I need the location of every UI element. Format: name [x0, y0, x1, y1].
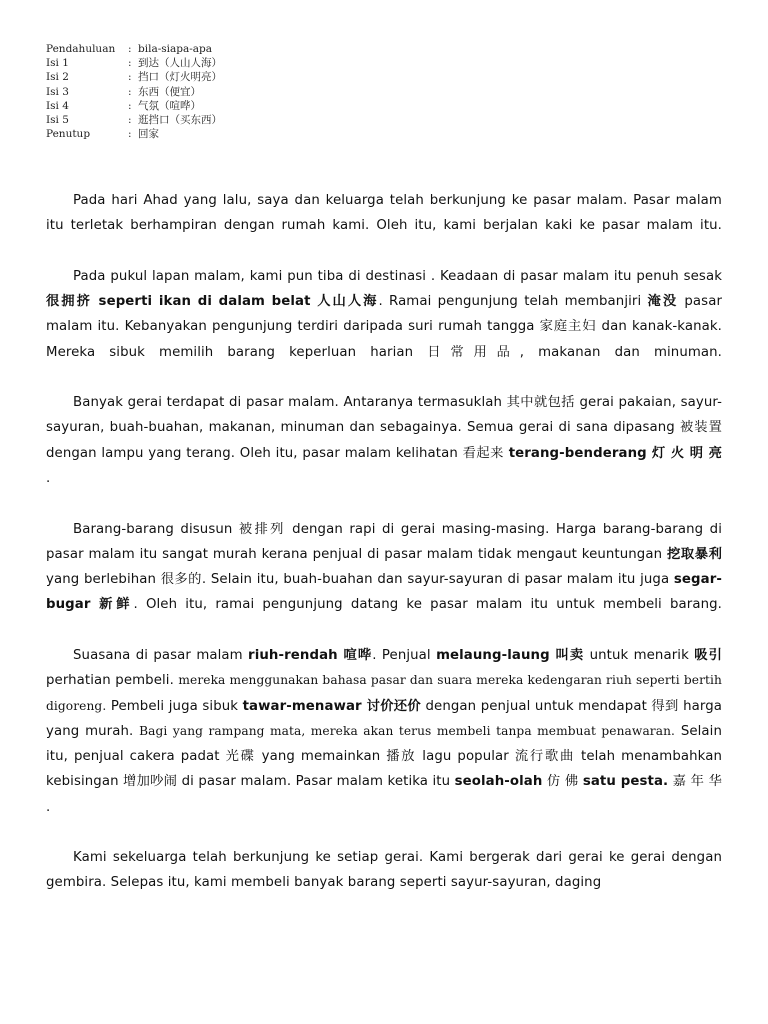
paragraph-text: Suasana di pasar malam	[73, 647, 249, 663]
essay-paragraph	[46, 845, 722, 896]
bold-phrase: tawar-menawar 讨价还价	[242, 698, 421, 714]
bold-phrase: melaung-laung 叫卖	[436, 647, 585, 663]
paragraph-text: pasar malam itu. Kebanyakan pengunjung terdiri daripada suri rumah tangga 家庭主妇 dan kanak-kanak. Mereka sibuk memilih barang keperluan harian 日常用品, makanan dan minuman.	[46, 294, 723, 360]
serif-sentence: Bagi yang rampang mata, mereka akan terus membeli tanpa membuat penawaran.	[139, 723, 676, 738]
essay-paragraph	[46, 264, 722, 365]
paragraph-text: . Oleh itu, ramai pengunjung datang ke pasar malam itu untuk membeli barang.	[133, 597, 722, 613]
paragraph-text: untuk menarik	[584, 647, 695, 663]
paragraph-text: . Ramai pengunjung telah membanjiri	[378, 294, 648, 310]
paragraph-text: Banyak gerai terdapat di pasar malam. Antaranya termasuklah 其中就包括 gerai pakaian, sayur-sayuran, buah-buahan, makanan, minuman dan sebagainya. Semua gerai di sana dipasang 被装置 dengan lampu yang terang. Oleh itu, pasar malam kelihatan 看起来	[46, 395, 722, 461]
outline-row-isi-5: Isi 5 : 逛挡口（买东西）	[46, 114, 222, 127]
bold-phrase: segar-bugar 新鲜	[46, 572, 722, 613]
paragraph-text: 嘉 年 华 .	[46, 774, 723, 815]
essay-paragraph	[46, 188, 722, 239]
paragraph-text: . Penjual	[372, 647, 437, 663]
paragraph-text: Pada hari Ahad yang lalu, saya dan keluarga telah berkunjung ke pasar malam. Pasar malam itu terletak berhampiran dengan rumah kami. Oleh itu, kami berjalan kaki ke pasar malam itu.	[46, 193, 722, 234]
outline-row-isi-2: Isi 2 : 挡口（灯火明亮）	[46, 71, 222, 84]
paragraph-text: 仿 佛	[542, 774, 583, 790]
paragraph-text: dengan penjual untuk mendapat 得到 harga yang murah.	[46, 698, 723, 739]
paragraph-text: Pembeli juga sibuk	[106, 698, 243, 714]
essay-body	[46, 188, 722, 921]
paragraph-text: .	[46, 471, 51, 487]
bold-phrase: seolah-olah	[454, 774, 543, 790]
essay-paragraph	[46, 517, 722, 618]
paragraph-text: Selain itu, penjual cakera padat 光碟 yang memainkan 播放 lagu popular 流行歌曲 telah menambahkan kebisingan 增加吵闹 di pasar malam. Pasar malam ketika itu	[46, 723, 722, 790]
paragraph-text: Kami sekeluarga telah berkunjung ke setiap gerai. Kami bergerak dari gerai ke gerai dengan gembira. Selepas itu, kami membeli banyak barang seperti sayur-sayuran, daging	[46, 850, 722, 891]
outline-row-pendahuluan: Pendahuluan : bila-siapa-apa	[46, 43, 213, 55]
outline-row-isi-3: Isi 3 : 东西（便宜）	[46, 85, 201, 98]
paragraph-text: perhatian pembeli.	[46, 673, 179, 689]
bold-phrase: 挖取暴利	[666, 546, 722, 562]
essay-outline	[46, 42, 222, 141]
outline-row-penutup: Penutup : 回家	[46, 128, 159, 141]
paragraph-text: yang berlebihan 很多的. Selain itu, buah-buahan dan sayur-sayuran di pasar malam itu juga	[46, 572, 674, 588]
bold-phrase: satu pesta.	[582, 774, 669, 790]
bold-phrase: 吸引	[694, 647, 722, 663]
paragraph-text: Pada pukul lapan malam, kami pun tiba di destinasi . Keadaan di pasar malam itu penuh sesak	[73, 268, 722, 284]
bold-phrase: terang-benderang 灯 火 明 亮	[508, 445, 722, 461]
bold-phrase: riuh-rendah 喧哗	[248, 647, 373, 663]
bold-phrase: 淹没	[647, 294, 679, 310]
bold-phrase: 很拥挤 seperti ikan di dalam belat 人山人海	[46, 294, 379, 310]
essay-paragraph	[46, 390, 722, 491]
outline-row-isi-1: Isi 1 : 到达（人山人海）	[46, 57, 222, 70]
paragraph-text: Barang-barang disusun 被排列 dengan rapi di gerai masing-masing. Harga barang-barang di pasar malam itu sangat murah kerana penjual di pasar malam tidak mengaut keuntungan	[46, 521, 722, 562]
outline-row-isi-4: Isi 4 : 气氛（喧哗）	[46, 99, 201, 112]
serif-sentence: mereka menggunakan bahasa pasar dan suara mereka kedengaran riuh seperti bertih digoreng.	[46, 673, 722, 713]
essay-paragraph	[46, 643, 722, 820]
